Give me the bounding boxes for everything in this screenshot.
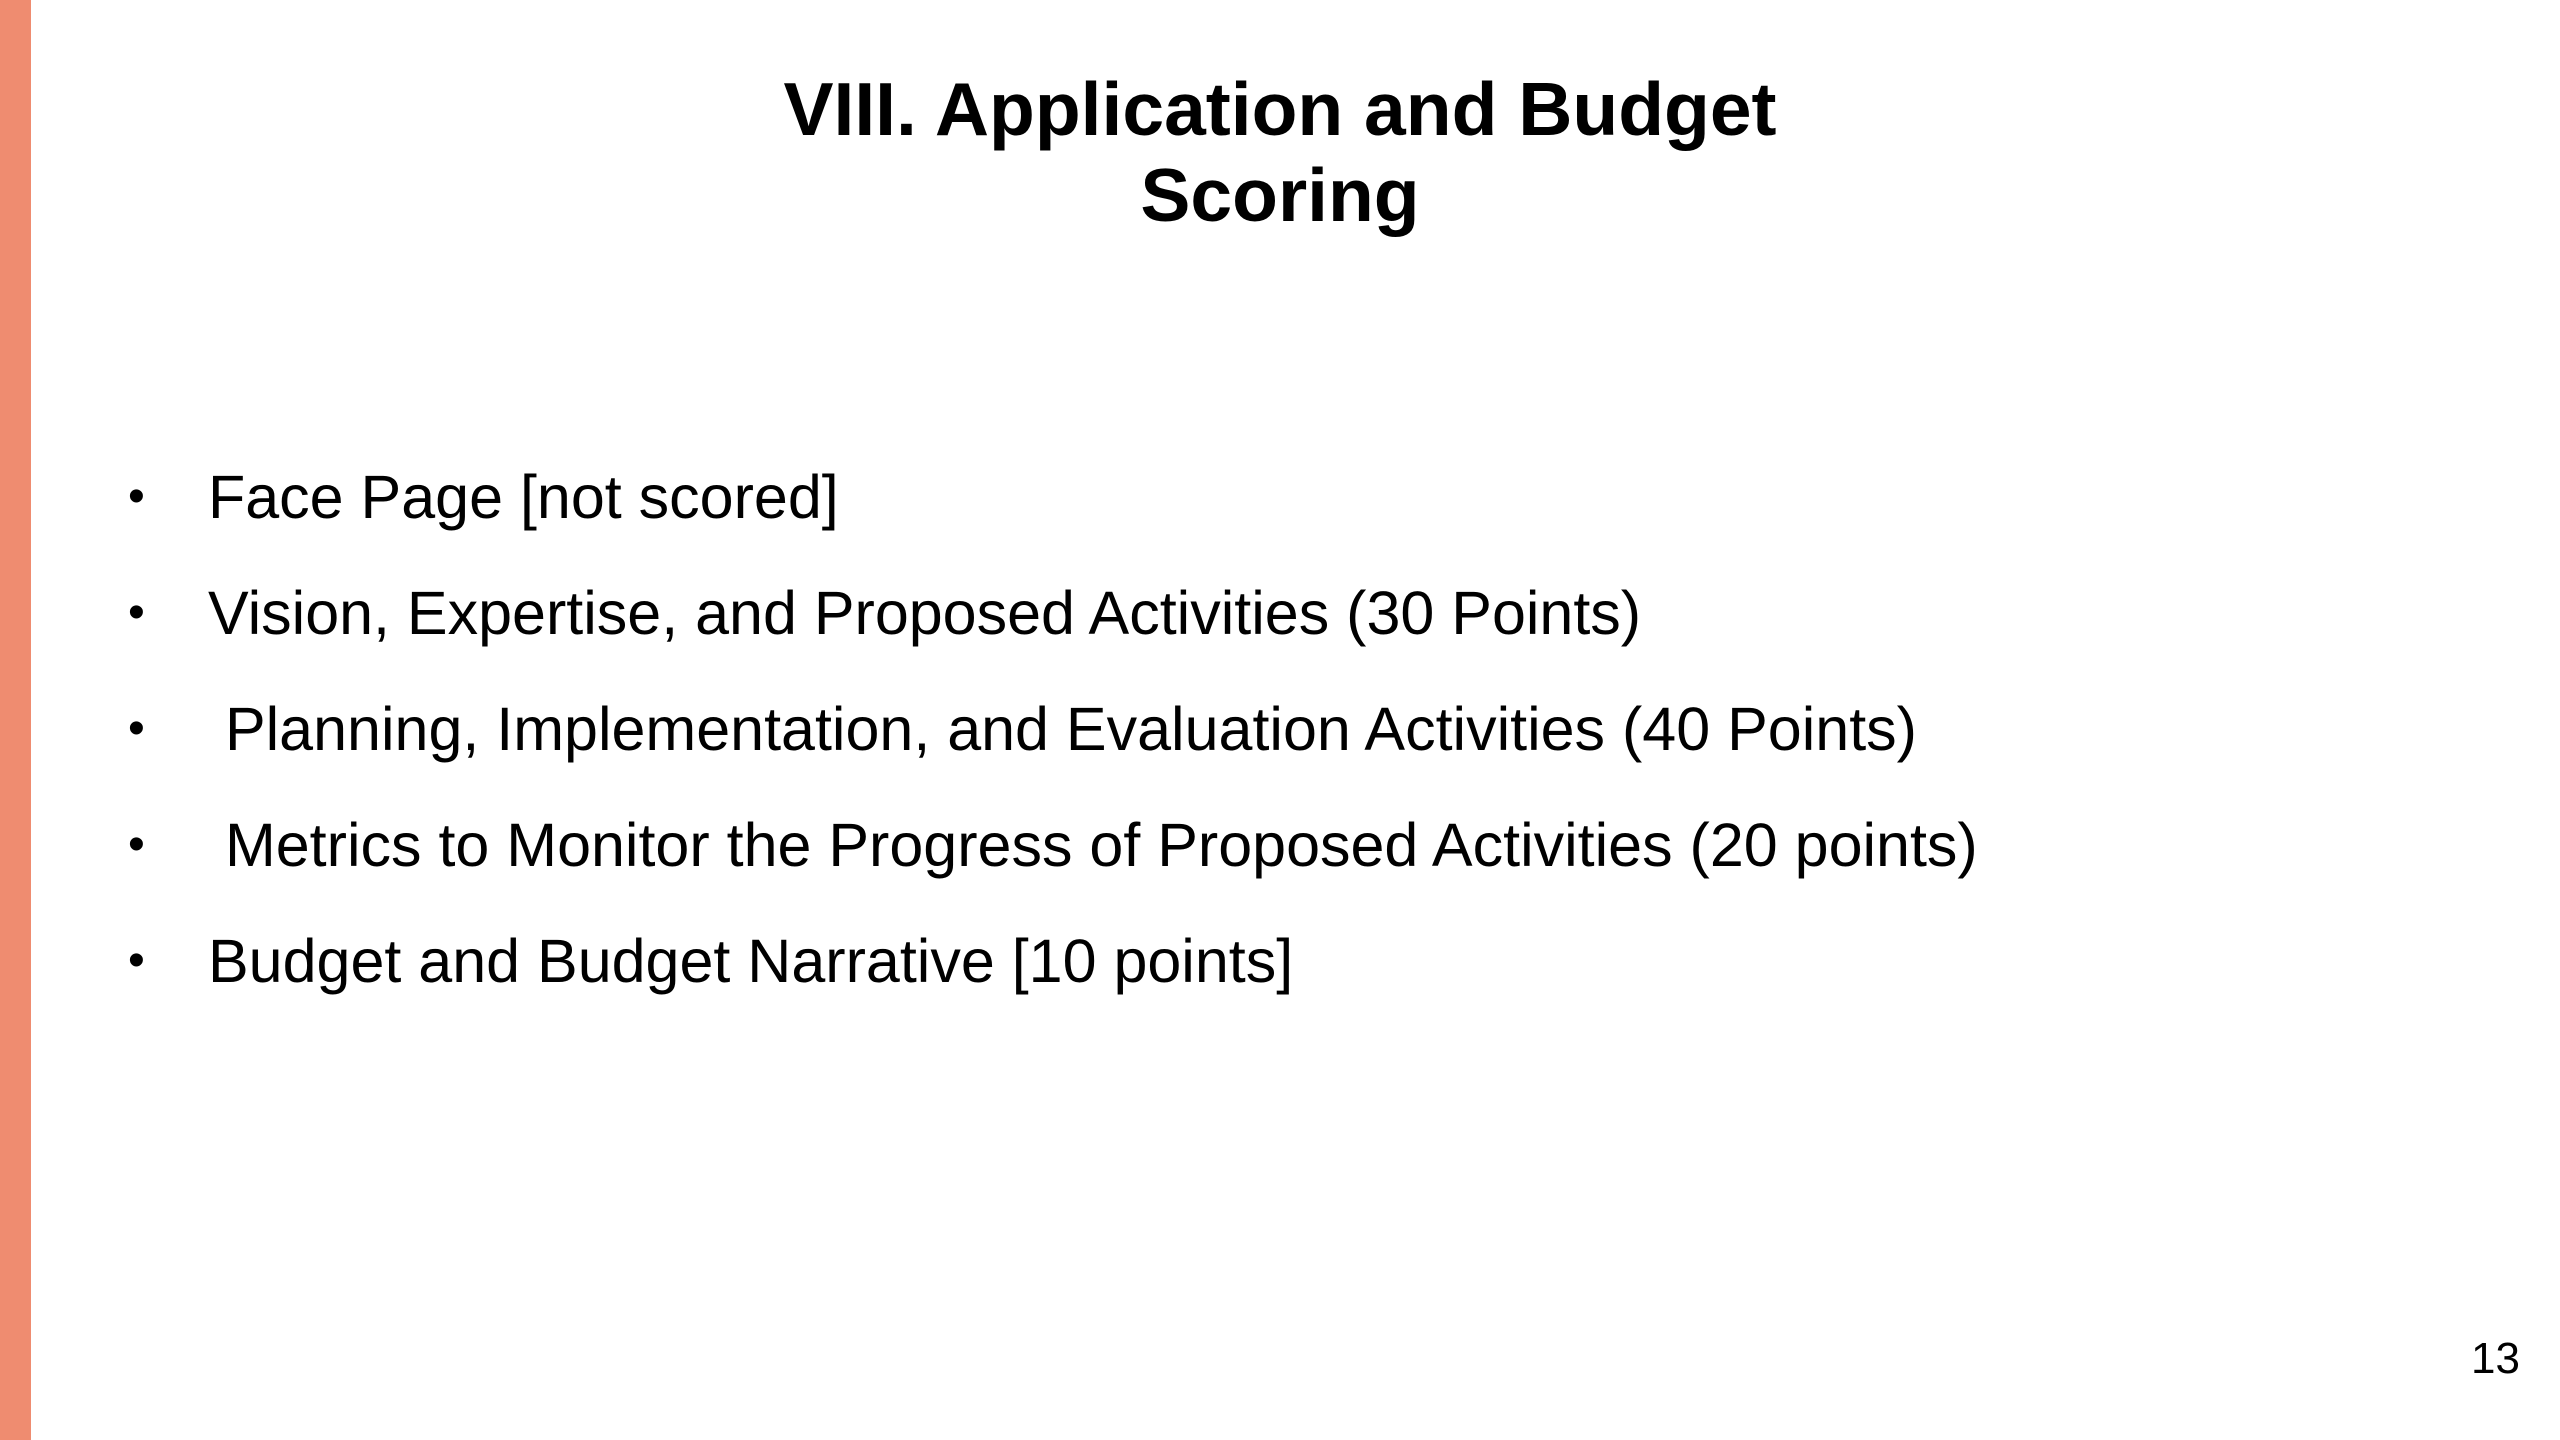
list-item [0,684,2400,800]
bullet-icon: • [128,702,145,755]
list-item [0,800,2400,916]
slide-title [560,66,2000,238]
list-item [0,916,2400,1032]
bullet-text: Vision, Expertise, and Proposed Activities (30 Points) [208,579,1642,647]
bullet-icon: • [128,934,145,987]
bullet-text: Metrics to Monitor the Progress of Proposed Activities (20 points) [208,811,1978,879]
bullet-icon: • [128,470,145,523]
bullet-list [0,452,2400,1032]
bullet-icon: • [128,586,145,639]
bullet-text: Face Page [not scored] [208,463,839,531]
bullet-text: Budget and Budget Narrative [10 points] [208,927,1294,995]
bullet-icon: • [128,818,145,871]
list-item [0,568,2400,684]
slide-title-line-2: Scoring [1140,153,1420,237]
page-number: 13 [2471,1334,2520,1383]
slide-title-line-1: VIII. Application and Budget [783,67,1777,151]
bullet-text: Planning, Implementation, and Evaluation Activities (40 Points) [208,695,1917,763]
list-item [0,452,2400,568]
